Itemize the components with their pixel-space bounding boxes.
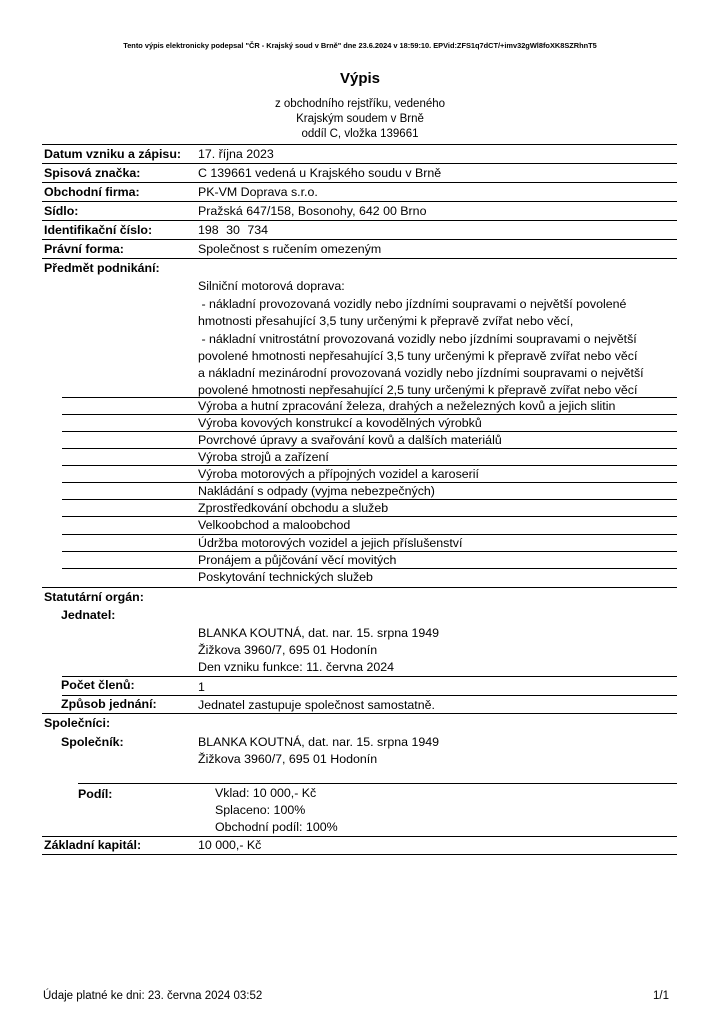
divider — [62, 448, 677, 449]
spolecnik-line: BLANKA KOUTNÁ, dat. nar. 15. srpna 1949 — [198, 735, 440, 749]
divider — [62, 482, 677, 483]
label-firma: Obchodní firma: — [44, 185, 140, 199]
predmet-line: - nákladní vnitrostátní provozovaná vozidly nebo jízdními soupravami o největší — [198, 332, 637, 346]
subtitle-line-3: oddíl C, vložka 139661 — [301, 128, 419, 140]
label-spisova: Spisová značka: — [44, 166, 141, 180]
label-predmet: Předmět podnikání: — [44, 261, 160, 275]
predmet-line: a nákladní mezinárodní provozovaná vozidly nebo jízdními soupravami o největší — [198, 366, 644, 380]
label-spolecnici: Společníci: — [44, 716, 111, 730]
label-zpusob-jednani: Způsob jednání: — [61, 697, 157, 711]
divider — [42, 182, 677, 183]
divider — [62, 397, 677, 398]
divider — [42, 220, 677, 221]
label-forma: Právní forma: — [44, 242, 124, 256]
divider — [62, 534, 677, 535]
divider — [42, 201, 677, 202]
predmet-item: Povrchové úpravy a svařování kovů a dalších materiálů — [198, 433, 502, 447]
divider — [42, 587, 677, 588]
jednatel-line: BLANKA KOUTNÁ, dat. nar. 15. srpna 1949 — [198, 626, 440, 640]
predmet-item: Zprostředkování obchodu a služeb — [198, 501, 389, 515]
value-firma: PK-VM Doprava s.r.o. — [198, 185, 318, 199]
divider — [62, 568, 677, 569]
value-ico: 198 30 734 — [198, 223, 269, 237]
label-ico: Identifikační číslo: — [44, 223, 153, 237]
predmet-item: Výroba motorových a přípojných vozidel a karoserií — [198, 467, 479, 481]
divider — [62, 414, 677, 415]
predmet-line: - nákladní provozovaná vozidly nebo jízdními soupravami o největší povolené — [198, 297, 627, 311]
value-pocet-clenu: 1 — [198, 680, 205, 694]
label-sidlo: Sídlo: — [44, 204, 79, 218]
divider — [62, 431, 677, 432]
divider — [42, 239, 677, 240]
subtitle-line-2: Krajským soudem v Brně — [296, 113, 424, 125]
value-zpusob-jednani: Jednatel zastupuje společnost samostatně. — [198, 698, 435, 712]
jednatel-line: Den vzniku funkce: 11. června 2024 — [198, 660, 395, 674]
divider — [42, 854, 677, 855]
predmet-item: Poskytování technických služeb — [198, 570, 373, 584]
predmet-line: povolené hmotnosti nepřesahující 3,5 tuny určenými k přepravě zvířat nebo věcí — [198, 349, 638, 363]
podil-line: Obchodní podíl: 100% — [215, 820, 338, 834]
divider — [42, 163, 677, 164]
divider — [62, 499, 677, 500]
page-number: 1/1 — [653, 990, 669, 1002]
label-datum: Datum vzniku a zápisu: — [44, 147, 182, 161]
predmet-item: Výroba strojů a zařízení — [198, 450, 329, 464]
value-kapital: 10 000,- Kč — [198, 838, 262, 852]
divider — [78, 783, 677, 784]
predmet-line: hmotnosti přesahující 3,5 tuny určenými k přepravě zvířat nebo věcí, — [198, 314, 574, 328]
label-jednatel: Jednatel: — [61, 608, 116, 622]
subtitle-line-1: z obchodního rejstříku, vedeného — [274, 98, 446, 110]
predmet-item: Velkoobchod a maloobchod — [198, 518, 351, 532]
divider — [62, 465, 677, 466]
divider — [42, 836, 677, 837]
podil-line: Splaceno: 100% — [215, 803, 306, 817]
predmet-item: Nakládání s odpady (vyjma nebezpečných) — [198, 484, 435, 498]
footer-date: Údaje platné ke dni: 23. června 2024 03:52 — [43, 990, 263, 1002]
predmet-item: Výroba kovových konstrukcí a kovodělných výrobků — [198, 416, 482, 430]
divider — [62, 695, 677, 696]
predmet-item: Údržba motorových vozidel a jejich příslušenství — [198, 536, 463, 550]
predmet-line: povolené hmotnosti nepřesahující 2,5 tuny určenými k přepravě zvířat nebo věcí — [198, 383, 638, 397]
divider — [42, 713, 677, 714]
value-spisova: C 139661 vedená u Krajského soudu v Brně — [198, 166, 442, 180]
value-datum: 17. října 2023 — [198, 147, 274, 161]
document-title: Výpis — [339, 70, 381, 87]
divider — [42, 144, 677, 145]
label-spolecnik: Společník: — [61, 735, 124, 749]
signature-note: Tento výpis elektronicky podepsal "ČR - Krajský soud v Brně" dne 23.6.2024 v 18:59:10. EPVid:ZFS1q7dCT/+imv32gWl8foXK8SZRhnT5 — [123, 41, 597, 50]
divider — [62, 676, 677, 677]
spolecnik-line: Žižkova 3960/7, 695 01 Hodonín — [198, 752, 378, 766]
divider — [42, 258, 677, 259]
predmet-item: Pronájem a půjčování věcí movitých — [198, 553, 397, 567]
divider — [62, 551, 677, 552]
value-forma: Společnost s ručením omezeným — [198, 242, 382, 256]
jednatel-line: Žižkova 3960/7, 695 01 Hodonín — [198, 643, 378, 657]
label-podil: Podíl: — [78, 787, 113, 801]
label-kapital: Základní kapitál: — [44, 838, 142, 852]
predmet-item: Výroba a hutní zpracování železa, drahých a neželezných kovů a jejich slitin — [198, 399, 616, 413]
label-pocet-clenu: Počet členů: — [61, 678, 135, 692]
divider — [62, 516, 677, 517]
label-statutarni: Statutární orgán: — [44, 590, 144, 604]
podil-line: Vklad: 10 000,- Kč — [215, 786, 317, 800]
predmet-line: Silniční motorová doprava: — [198, 279, 345, 293]
value-sidlo: Pražská 647/158, Bosonohy, 642 00 Brno — [198, 204, 427, 218]
